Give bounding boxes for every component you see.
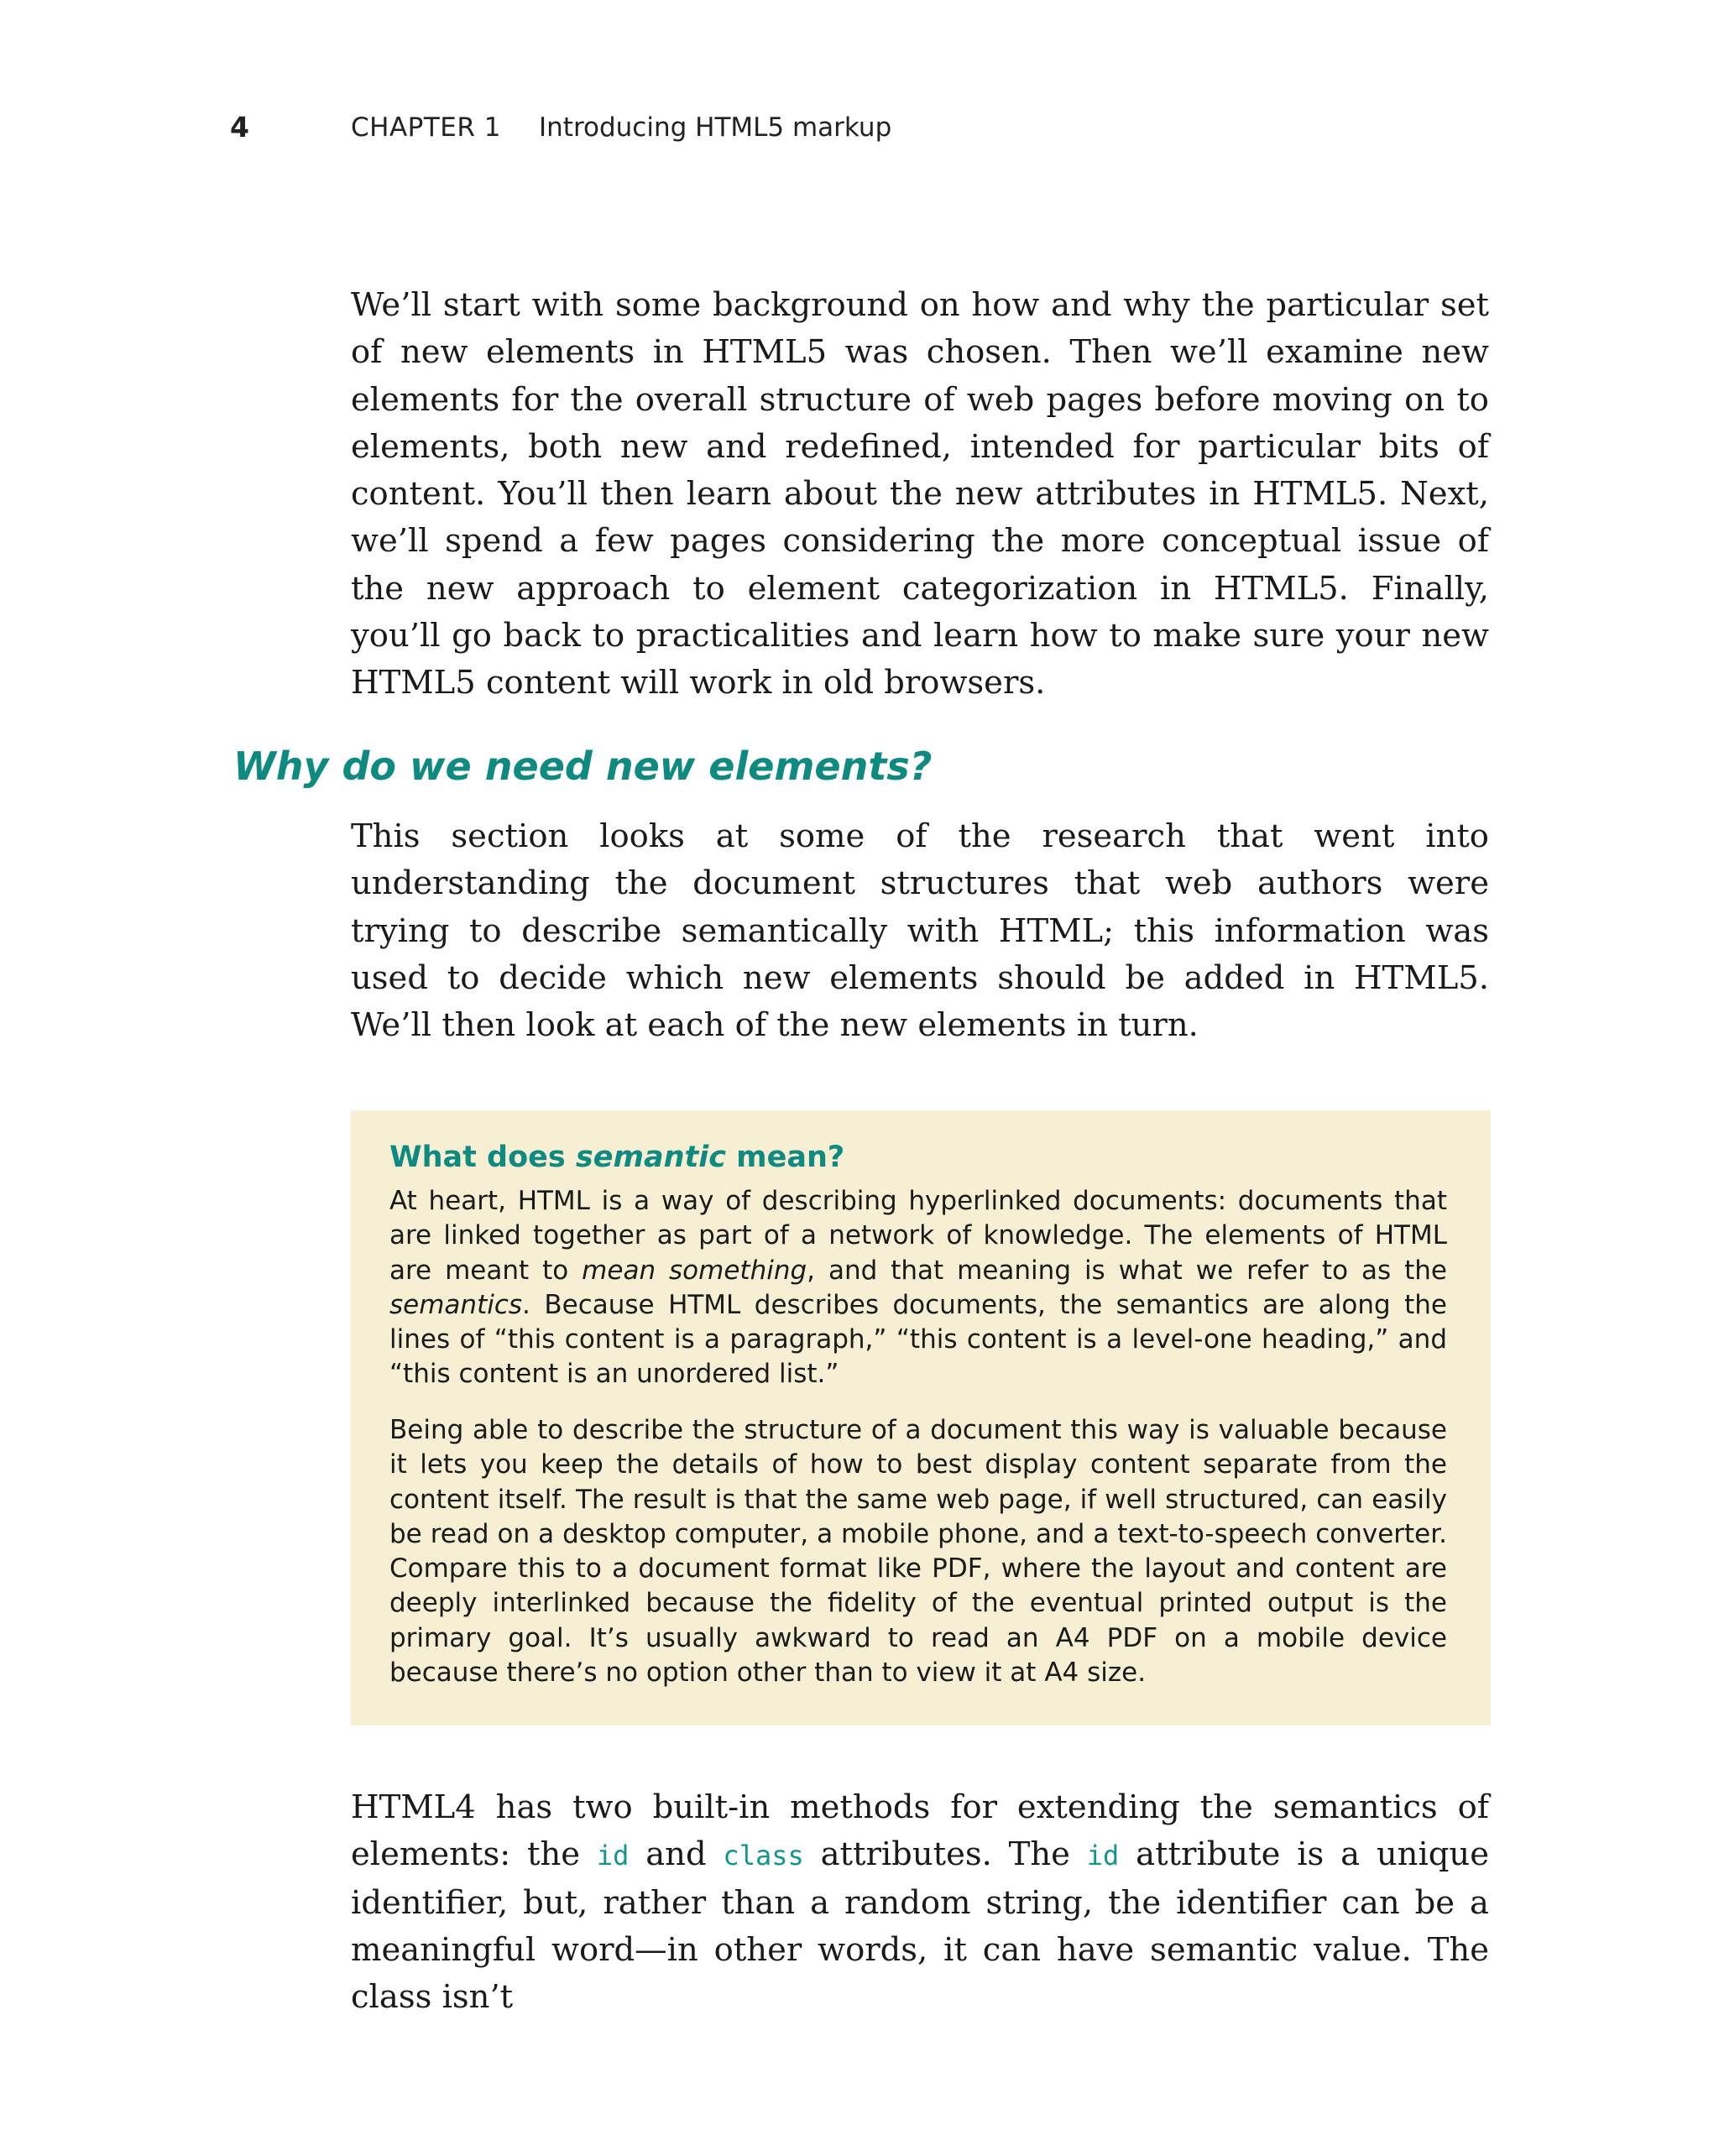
code-class: class	[723, 1840, 804, 1872]
html4-part-d: attribute is a unique identifier, but, rather than a random string, the identifier can be a meaningful word—in other words, it can have semantic value. The class isn’t	[351, 1835, 1490, 2017]
sidebar-title-emphasis: semantic	[575, 1141, 726, 1174]
sidebar-p1-part-a: At heart, HTML is a way of describing hyperlinked documents: documents that are linked together as part of a network of knowledge. The elements of HTML are meant to	[389, 1186, 1447, 1286]
sidebar-p1-part-b: , and that meaning is what we refer to as the	[807, 1255, 1447, 1286]
code-id-1: id	[596, 1840, 630, 1872]
page-number: 4	[230, 111, 249, 144]
sidebar-paragraph-1	[389, 1184, 1447, 1392]
sidebar-p1-part-c: . Because HTML describes documents, the semantics are along the lines of “this content is a paragraph,” “this content is a level-one heading,” and “this content is an unordered list.”	[389, 1289, 1447, 1390]
sidebar-p1-emphasis-1: mean something	[582, 1255, 807, 1286]
html4-paragraph	[351, 1784, 1489, 2021]
sidebar-p1-emphasis-2: semantics	[389, 1289, 523, 1320]
section-heading: Why do we need new elements?	[233, 744, 933, 789]
intro-paragraph: We’ll start with some background on how and why the particular set of new elements in HTML5 was chosen. Then we’ll examine new elements for the overall structure of web pages before moving on to elements, both new and redefined, intended for particular bits of content. You’ll then learn about the new attributes in HTML5. Next, we’ll spend a few pages considering the more conceptual issue of the new approach to element categorization in HTML5. Finally, you’ll go back to practicalities and learn how to make sure your new HTML5 content will work in old browsers.	[351, 286, 1489, 702]
html4-part-c: attributes. The	[803, 1835, 1087, 1874]
sidebar-title-post: mean?	[725, 1141, 845, 1174]
html4-part-b: and	[629, 1835, 724, 1874]
sidebar-paragraph-2: Being able to describe the structure of a document this way is valuable because it lets you keep the details of how to best display content separate from the content itself. The result is that the same web page, if well structured, can easily be read on a desktop computer, a mobile phone, and a text-to-speech converter. Compare this to a document format like PDF, where the layout and content are deeply interlinked because the fidelity of the eventual printed output is the primary goal. It’s usually awkward to read an A4 PDF on a mobile device because there’s no option other than to view it at A4 size.	[389, 1415, 1447, 1689]
chapter-label: CHAPTER 1	[351, 112, 501, 143]
sidebar-title	[389, 1141, 844, 1174]
code-id-2: id	[1086, 1840, 1120, 1872]
section-paragraph: This section looks at some of the research that went into understanding the document structures that web authors were trying to describe semantically with HTML; this information was used to decide which new elements should be added in HTML5. We’ll then look at each of the new elements in turn.	[351, 817, 1489, 1045]
sidebar-title-pre: What does	[389, 1141, 576, 1174]
chapter-title: Introducing HTML5 markup	[539, 112, 892, 143]
sidebar-box	[351, 1110, 1491, 1725]
html4-part-a: HTML4 has two built-in methods for extending the semantics of elements: the	[351, 1788, 1489, 1874]
